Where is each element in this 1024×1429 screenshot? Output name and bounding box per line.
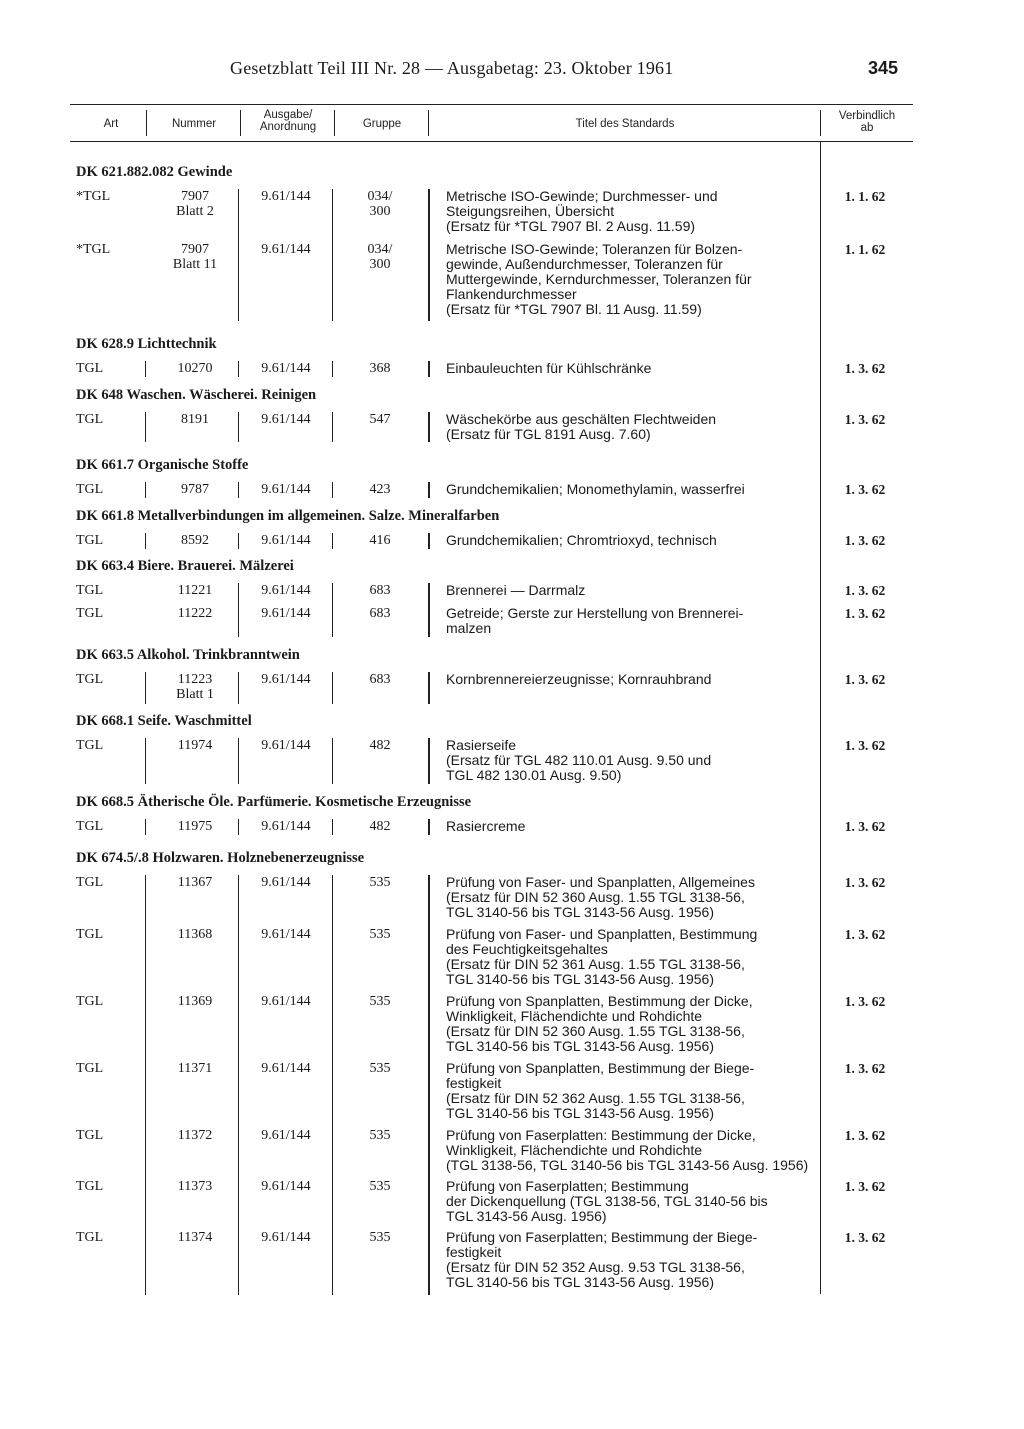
cell-ausgabe: 9.61/144 — [261, 994, 311, 1009]
cell-verbindlich: 1. 3. 62 — [844, 994, 886, 1009]
cell-titel: Prüfung von Faser- und Spanplatten, Allgemeines (Ersatz für DIN 52 360 Ausg. 1.55 TGL 3138-56, TGL 3140-56 bis TGL 3143-56 Ausg. 1956) — [446, 874, 755, 920]
cell-verbindlich: 1. 3. 62 — [844, 738, 886, 753]
cell-divider — [428, 361, 430, 377]
cell-verbindlich: 1. 3. 62 — [844, 1230, 886, 1245]
cell-gruppe: 535 — [369, 1179, 391, 1194]
cell-divider — [332, 583, 333, 637]
cell-gruppe: 535 — [369, 1061, 391, 1076]
cell-nummer: 10270 — [177, 361, 213, 376]
cell-gruppe: 034/ 300 — [367, 189, 393, 219]
header-title: Gesetzblatt Teil III Nr. 28 — Ausgabetag: 23. Oktober 1961 — [230, 58, 674, 78]
cell-divider — [332, 819, 333, 835]
cell-divider — [332, 412, 333, 442]
section-title: DK 668.5 Ätherische Öle. Parfümerie. Kosmetische Erzeugnisse — [76, 794, 472, 810]
cell-verbindlich: 1. 3. 62 — [844, 412, 886, 427]
cell-divider — [238, 583, 239, 637]
cell-verbindlich: 1. 3. 62 — [844, 606, 886, 621]
table-top-rule — [70, 104, 913, 105]
cell-art: TGL — [76, 1230, 104, 1245]
cell-art: TGL — [76, 482, 104, 497]
cell-divider — [332, 875, 333, 1295]
cell-ausgabe: 9.61/144 — [261, 1061, 311, 1076]
cell-art: TGL — [76, 361, 104, 376]
cell-divider — [428, 189, 430, 321]
section-title: DK 674.5/.8 Holzwaren. Holznebenerzeugnisse — [76, 850, 365, 866]
cell-art: TGL — [76, 1128, 104, 1143]
cell-divider — [332, 189, 333, 321]
cell-gruppe: 535 — [369, 927, 391, 942]
section-title: DK 663.5 Alkohol. Trinkbranntwein — [76, 647, 300, 663]
cell-nummer: 11975 — [177, 819, 213, 834]
cell-divider — [428, 412, 430, 442]
cell-ausgabe: 9.61/144 — [261, 738, 311, 753]
cell-divider — [332, 533, 333, 549]
page-header — [0, 58, 1024, 84]
cell-nummer: 11369 — [177, 994, 213, 1009]
col-divider — [334, 110, 335, 136]
cell-divider — [428, 533, 430, 549]
cell-gruppe: 034/ 300 — [367, 242, 393, 272]
cell-divider — [332, 672, 333, 704]
cell-ausgabe: 9.61/144 — [261, 583, 311, 598]
cell-art: TGL — [76, 583, 104, 598]
cell-verbindlich: 1. 1. 62 — [844, 189, 886, 204]
cell-gruppe: 416 — [369, 533, 391, 548]
cell-nummer: 11974 — [177, 738, 213, 753]
cell-nummer: 11371 — [177, 1061, 213, 1076]
col-divider — [146, 110, 147, 136]
cell-titel: Prüfung von Faserplatten; Bestimmung der Dickenquellung (TGL 3138-56, TGL 3140-56 bis TGL 3143-56 Ausg. 1956) — [446, 1178, 768, 1224]
cell-nummer: 11372 — [177, 1128, 213, 1143]
cell-divider — [428, 819, 430, 835]
cell-divider — [145, 875, 146, 1295]
cell-nummer: 11222 — [177, 606, 213, 621]
cell-verbindlich: 1. 3. 62 — [844, 1128, 886, 1143]
col-verbindlich-line1: Verbindlich — [838, 110, 896, 122]
cell-gruppe: 547 — [369, 412, 391, 427]
cell-divider — [238, 482, 239, 498]
cell-verbindlich: 1. 3. 62 — [844, 875, 886, 890]
cell-divider — [428, 672, 430, 704]
cell-gruppe: 535 — [369, 994, 391, 1009]
cell-nummer: 7907 Blatt 11 — [172, 242, 218, 272]
cell-nummer: 8592 — [181, 533, 209, 548]
col-divider — [820, 110, 821, 136]
cell-gruppe: 683 — [369, 672, 391, 687]
cell-ausgabe: 9.61/144 — [261, 1230, 311, 1245]
cell-ausgabe: 9.61/144 — [261, 606, 311, 621]
cell-art: TGL — [76, 1179, 104, 1194]
verbindlich-column-rule — [820, 142, 821, 1294]
cell-ausgabe: 9.61/144 — [261, 361, 311, 376]
cell-verbindlich: 1. 3. 62 — [844, 533, 886, 548]
col-divider — [428, 110, 429, 136]
cell-verbindlich: 1. 3. 62 — [844, 1179, 886, 1194]
section-title: DK 661.8 Metallverbindungen im allgemeinen. Salze. Mineralfarben — [76, 508, 500, 524]
cell-divider — [145, 361, 146, 377]
cell-divider — [238, 819, 239, 835]
col-ausgabe — [244, 109, 332, 133]
cell-titel: Kornbrennereierzeugnisse; Kornrauhbrand — [446, 671, 712, 687]
cell-divider — [238, 875, 239, 1295]
cell-nummer: 8191 — [181, 412, 209, 427]
cell-ausgabe: 9.61/144 — [261, 672, 311, 687]
cell-verbindlich: 1. 3. 62 — [844, 819, 886, 834]
cell-divider — [238, 189, 239, 321]
cell-titel: Rasierseife (Ersatz für TGL 482 110.01 Ausg. 9.50 und TGL 482 130.01 Ausg. 9.50) — [446, 737, 712, 783]
cell-titel: Prüfung von Spanplatten, Bestimmung der Dicke, Winkligkeit, Flächendichte und Rohdichte (Ersatz für DIN 52 360 Ausg. 1.55 TGL 3138-56, TGL 3140-56 bis TGL 3143-56 Ausg. 1956) — [446, 993, 753, 1054]
section-title: DK 648 Waschen. Wäscherei. Reinigen — [76, 387, 317, 403]
cell-ausgabe: 9.61/144 — [261, 533, 311, 548]
cell-titel: Grundchemikalien; Monomethylamin, wasserfrei — [446, 481, 745, 497]
cell-ausgabe: 9.61/144 — [261, 242, 311, 257]
section-title: DK 661.7 Organische Stoffe — [76, 457, 249, 473]
cell-nummer: 7907 Blatt 2 — [176, 189, 214, 219]
cell-verbindlich: 1. 3. 62 — [844, 927, 886, 942]
cell-divider — [332, 361, 333, 377]
cell-art: TGL — [76, 412, 104, 427]
cell-divider — [238, 533, 239, 549]
col-art: Art — [103, 118, 119, 130]
col-verbindlich-line2: ab — [860, 122, 874, 134]
cell-art: TGL — [76, 927, 104, 942]
cell-ausgabe: 9.61/144 — [261, 412, 311, 427]
cell-divider — [428, 738, 430, 784]
cell-art: TGL — [76, 875, 104, 890]
cell-gruppe: 482 — [369, 819, 391, 834]
cell-art: TGL — [76, 819, 104, 834]
cell-verbindlich: 1. 3. 62 — [844, 672, 886, 687]
cell-gruppe: 535 — [369, 1128, 391, 1143]
cell-art: TGL — [76, 1061, 104, 1076]
cell-divider — [145, 819, 146, 835]
cell-gruppe: 423 — [369, 482, 391, 497]
cell-ausgabe: 9.61/144 — [261, 819, 311, 834]
cell-divider — [238, 672, 239, 704]
cell-verbindlich: 1. 3. 62 — [844, 583, 886, 598]
col-nummer: Nummer — [171, 118, 217, 130]
cell-verbindlich: 1. 3. 62 — [844, 1061, 886, 1076]
page-number: 345 — [868, 58, 899, 78]
cell-ausgabe: 9.61/144 — [261, 189, 311, 204]
cell-titel: Getreide; Gerste zur Herstellung von Brennerei- malzen — [446, 605, 744, 636]
cell-nummer: 11223 Blatt 1 — [176, 672, 214, 702]
cell-titel: Grundchemikalien; Chromtrioxyd, technisch — [446, 532, 717, 548]
cell-titel: Prüfung von Spanplatten, Bestimmung der Biege- festigkeit (Ersatz für DIN 52 362 Ausg. 1.55 TGL 3138-56, TGL 3140-56 bis TGL 3143-56 Ausg. 1956) — [446, 1060, 755, 1121]
cell-divider — [145, 738, 146, 784]
cell-titel: Einbauleuchten für Kühlschränke — [446, 360, 652, 376]
cell-titel: Wäschekörbe aus geschälten Flechtweiden (Ersatz für TGL 8191 Ausg. 7.60) — [446, 411, 717, 442]
cell-verbindlich: 1. 1. 62 — [844, 242, 886, 257]
cell-nummer: 11373 — [177, 1179, 213, 1194]
table-header-bottom-rule — [70, 141, 913, 142]
cell-gruppe: 368 — [369, 361, 391, 376]
cell-nummer: 11221 — [177, 583, 213, 598]
cell-divider — [428, 482, 430, 498]
cell-divider — [238, 412, 239, 442]
cell-divider — [428, 583, 430, 637]
col-titel: Titel des Standards — [575, 118, 675, 130]
cell-ausgabe: 9.61/144 — [261, 482, 311, 497]
cell-gruppe: 683 — [369, 606, 391, 621]
cell-gruppe: 683 — [369, 583, 391, 598]
cell-divider — [145, 412, 146, 442]
cell-divider — [238, 738, 239, 784]
cell-art: TGL — [76, 606, 104, 621]
cell-nummer: 11367 — [177, 875, 213, 890]
cell-titel: Prüfung von Faserplatten: Bestimmung der Dicke, Winkligkeit, Flächendichte und Rohdichte (TGL 3138-56, TGL 3140-56 bis TGL 3143-56 Ausg. 1956) — [446, 1127, 809, 1173]
cell-divider — [238, 361, 239, 377]
col-ausgabe-line1: Ausgabe/ — [263, 109, 313, 121]
cell-art: TGL — [76, 672, 104, 687]
cell-ausgabe: 9.61/144 — [261, 1179, 311, 1194]
cell-divider — [332, 482, 333, 498]
cell-nummer: 11374 — [177, 1230, 213, 1245]
cell-titel: Prüfung von Faserplatten; Bestimmung der Biege- festigkeit (Ersatz für DIN 52 352 Ausg. 9.53 TGL 3138-56, TGL 3140-56 bis TGL 3143-56 Ausg. 1956) — [446, 1229, 758, 1290]
cell-ausgabe: 9.61/144 — [261, 875, 311, 890]
cell-divider — [145, 482, 146, 498]
section-title: DK 628.9 Lichttechnik — [76, 336, 217, 352]
cell-ausgabe: 9.61/144 — [261, 1128, 311, 1143]
col-ausgabe-line2: Anordnung — [259, 121, 317, 133]
cell-nummer: 9787 — [181, 482, 209, 497]
cell-titel: Rasiercreme — [446, 818, 526, 834]
section-title: DK 663.4 Biere. Brauerei. Mälzerei — [76, 558, 294, 574]
cell-divider — [145, 672, 146, 704]
cell-gruppe: 535 — [369, 875, 391, 890]
cell-art: *TGL — [76, 189, 111, 204]
cell-titel: Prüfung von Faser- und Spanplatten, Bestimmung des Feuchtigkeitsgehaltes (Ersatz für DIN 52 361 Ausg. 1.55 TGL 3138-56, TGL 3140-56 bis TGL 3143-56 Ausg. 1956) — [446, 926, 758, 987]
cell-verbindlich: 1. 3. 62 — [844, 361, 886, 376]
cell-ausgabe: 9.61/144 — [261, 927, 311, 942]
cell-verbindlich: 1. 3. 62 — [844, 482, 886, 497]
section-title: DK 668.1 Seife. Waschmittel — [76, 713, 252, 729]
cell-titel: Metrische ISO-Gewinde; Durchmesser- und Steigungsreihen, Übersicht (Ersatz für *TGL 7907 Bl. 2 Ausg. 11.59) — [446, 188, 718, 234]
cell-divider — [332, 738, 333, 784]
cell-art: *TGL — [76, 242, 111, 257]
cell-art: TGL — [76, 738, 104, 753]
cell-divider — [145, 533, 146, 549]
cell-nummer: 11368 — [177, 927, 213, 942]
cell-titel: Metrische ISO-Gewinde; Toleranzen für Bolzen- gewinde, Außendurchmesser, Toleranzen für Muttergewinde, Kerndurchmesser, Toleranzen für Flankendurchmesser (Ersatz für *TGL 7907 Bl. 11 Ausg. 11.59) — [446, 241, 752, 317]
col-verbindlich — [822, 110, 912, 134]
cell-art: TGL — [76, 533, 104, 548]
cell-gruppe: 535 — [369, 1230, 391, 1245]
section-title: DK 621.882.082 Gewinde — [76, 164, 233, 180]
col-divider — [240, 110, 241, 136]
cell-art: TGL — [76, 994, 104, 1009]
cell-titel: Brennerei — Darrmalz — [446, 582, 586, 598]
cell-gruppe: 482 — [369, 738, 391, 753]
cell-divider — [428, 875, 430, 1295]
col-gruppe: Gruppe — [362, 118, 402, 130]
